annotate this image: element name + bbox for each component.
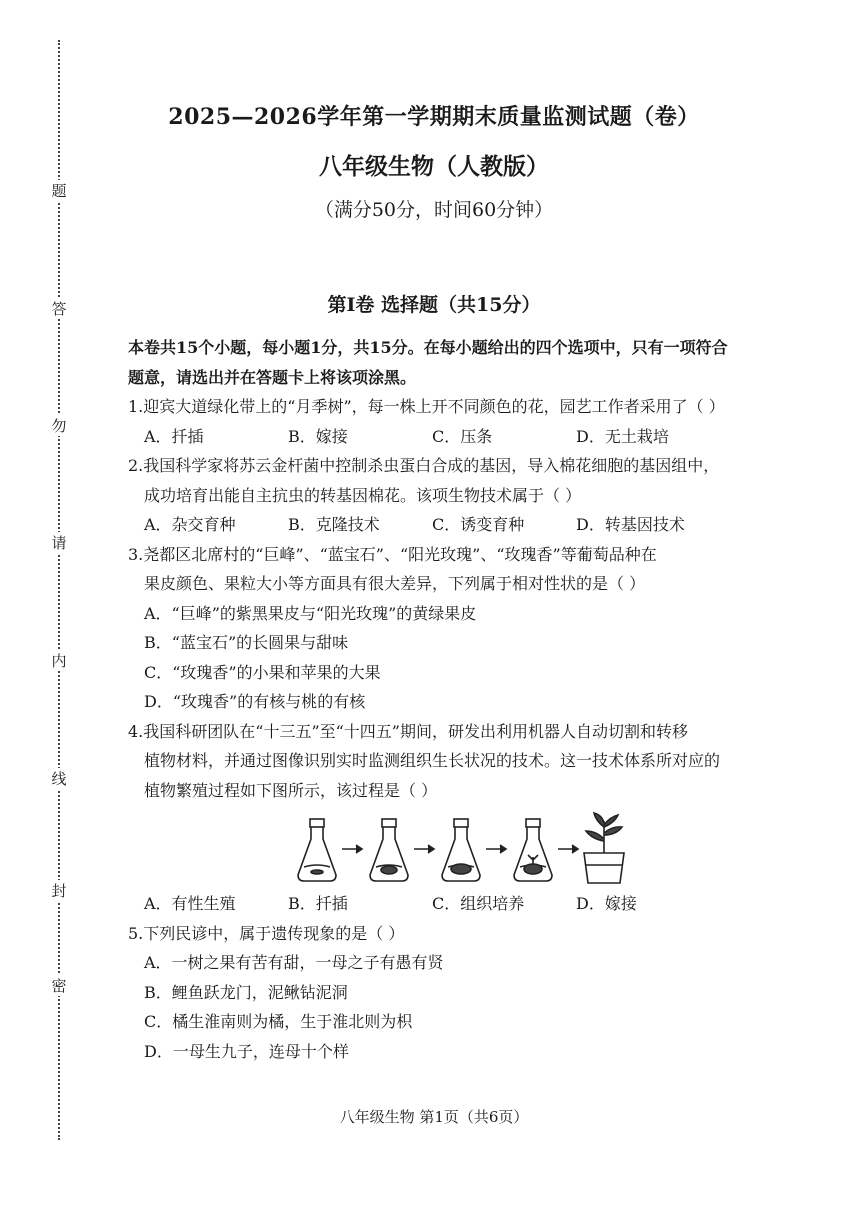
seal-char: 密 xyxy=(48,975,70,996)
tissue-culture-diagram xyxy=(296,805,626,889)
seal-char: 封 xyxy=(48,880,70,901)
page-footer: 八年级生物 第1页（共6页） xyxy=(339,1108,529,1126)
option-a: A．“巨峰”的紫黑果皮与“阳光玫瑰”的黄绿果皮 xyxy=(144,603,477,623)
option-d: D．嫁接 xyxy=(576,894,637,913)
option-d: D．转基因技术 xyxy=(576,515,685,534)
option-a: A．有性生殖 xyxy=(144,894,236,913)
question-2-stem: 2.我国科学家将苏云金杆菌中控制杀虫蛋白合成的基因，导入棉花细胞的基因组中， xyxy=(128,456,720,475)
question-content xyxy=(128,333,796,1066)
question-4-options xyxy=(128,889,796,919)
section-intro-line: 本卷共15个小题，每小题1分，共15分。在每小题给出的四个选项中，只有一项符合 xyxy=(128,338,728,357)
question-1-stem: 1.迎宾大道绿化带上的“月季树”，每一株上开不同颜色的花，园艺工作者采用了（ ） xyxy=(128,397,725,416)
tissue-culture-figure xyxy=(128,805,796,889)
question-5-stem: 5.下列民谚中，属于遗传现象的是（ ） xyxy=(128,923,405,943)
option-c: C．压条 xyxy=(432,426,493,446)
option-a: A．一树之果有苦有甜，一母之子有愚有贤 xyxy=(144,953,444,972)
question-1-options xyxy=(128,422,796,452)
section-intro-line: 题意，请选出并在答题卡上将该项涂黑。 xyxy=(128,367,417,387)
seal-char: 线 xyxy=(48,768,70,789)
flask-icon xyxy=(442,819,480,881)
option-a: A．杂交育种 xyxy=(144,515,236,534)
option-b: B．嫁接 xyxy=(288,426,348,446)
seal-char: 答 xyxy=(48,298,70,319)
flask-icon xyxy=(514,819,552,881)
exam-note: （满分50分，时间60分钟） xyxy=(314,199,554,221)
option-d: D．“玫瑰香”的有核与桃的有核 xyxy=(144,692,366,711)
seal-char: 内 xyxy=(48,650,70,671)
option-b: B．扦插 xyxy=(288,894,348,913)
option-a: A．扦插 xyxy=(144,426,204,446)
question-3-stem: 果皮颜色、果粒大小等方面具有很大差异，下列属于相对性状的是（ ） xyxy=(144,574,646,593)
question-4-stem: 4.我国科研团队在“十三五”至“十四五”期间，研发出利用机器人自动切割和转移 xyxy=(128,721,688,741)
option-c: C．“玫瑰香”的小果和苹果的大果 xyxy=(144,662,381,682)
seal-char: 题 xyxy=(48,180,70,201)
option-d: D．一母生九子，连母十个样 xyxy=(144,1041,349,1061)
question-4-stem: 植物繁殖过程如下图所示，该过程是（ ） xyxy=(144,780,438,800)
option-d: D．无土栽培 xyxy=(576,426,669,446)
question-2-options xyxy=(128,510,796,540)
option-c: C．诱变育种 xyxy=(432,515,525,534)
question-2-stem: 成功培育出能自主抗虫的转基因棉花。该项生物技术属于（ ） xyxy=(144,485,582,505)
exam-subtitle: 八年级生物（人教版） xyxy=(319,153,549,180)
section-title: 第Ⅰ卷 选择题（共15分） xyxy=(327,294,541,316)
option-b: B．“蓝宝石”的长圆果与甜味 xyxy=(144,633,349,652)
question-3-stem: 3.尧都区北席村的“巨峰”、“蓝宝石”、“阳光玫瑰”、“玫瑰香”等葡萄品种在 xyxy=(128,544,657,564)
seal-char: 请 xyxy=(48,532,70,553)
exam-title: 2025—2026学年第一学期期末质量监测试题（卷） xyxy=(168,104,700,130)
flask-icon xyxy=(370,819,408,881)
seal-char: 勿 xyxy=(48,415,70,436)
question-4-stem: 植物材料，并通过图像识别实时监测组织生长状况的技术。这一技术体系所对应的 xyxy=(144,751,721,770)
option-b: B．克隆技术 xyxy=(288,515,380,534)
flask-icon xyxy=(298,819,336,881)
option-b: B．鲤鱼跃龙门，泥鳅钻泥洞 xyxy=(144,982,348,1002)
option-c: C．橘生淮南则为橘，生于淮北则为枳 xyxy=(144,1012,413,1031)
option-c: C．组织培养 xyxy=(432,894,525,913)
potted-plant-icon xyxy=(584,813,624,883)
